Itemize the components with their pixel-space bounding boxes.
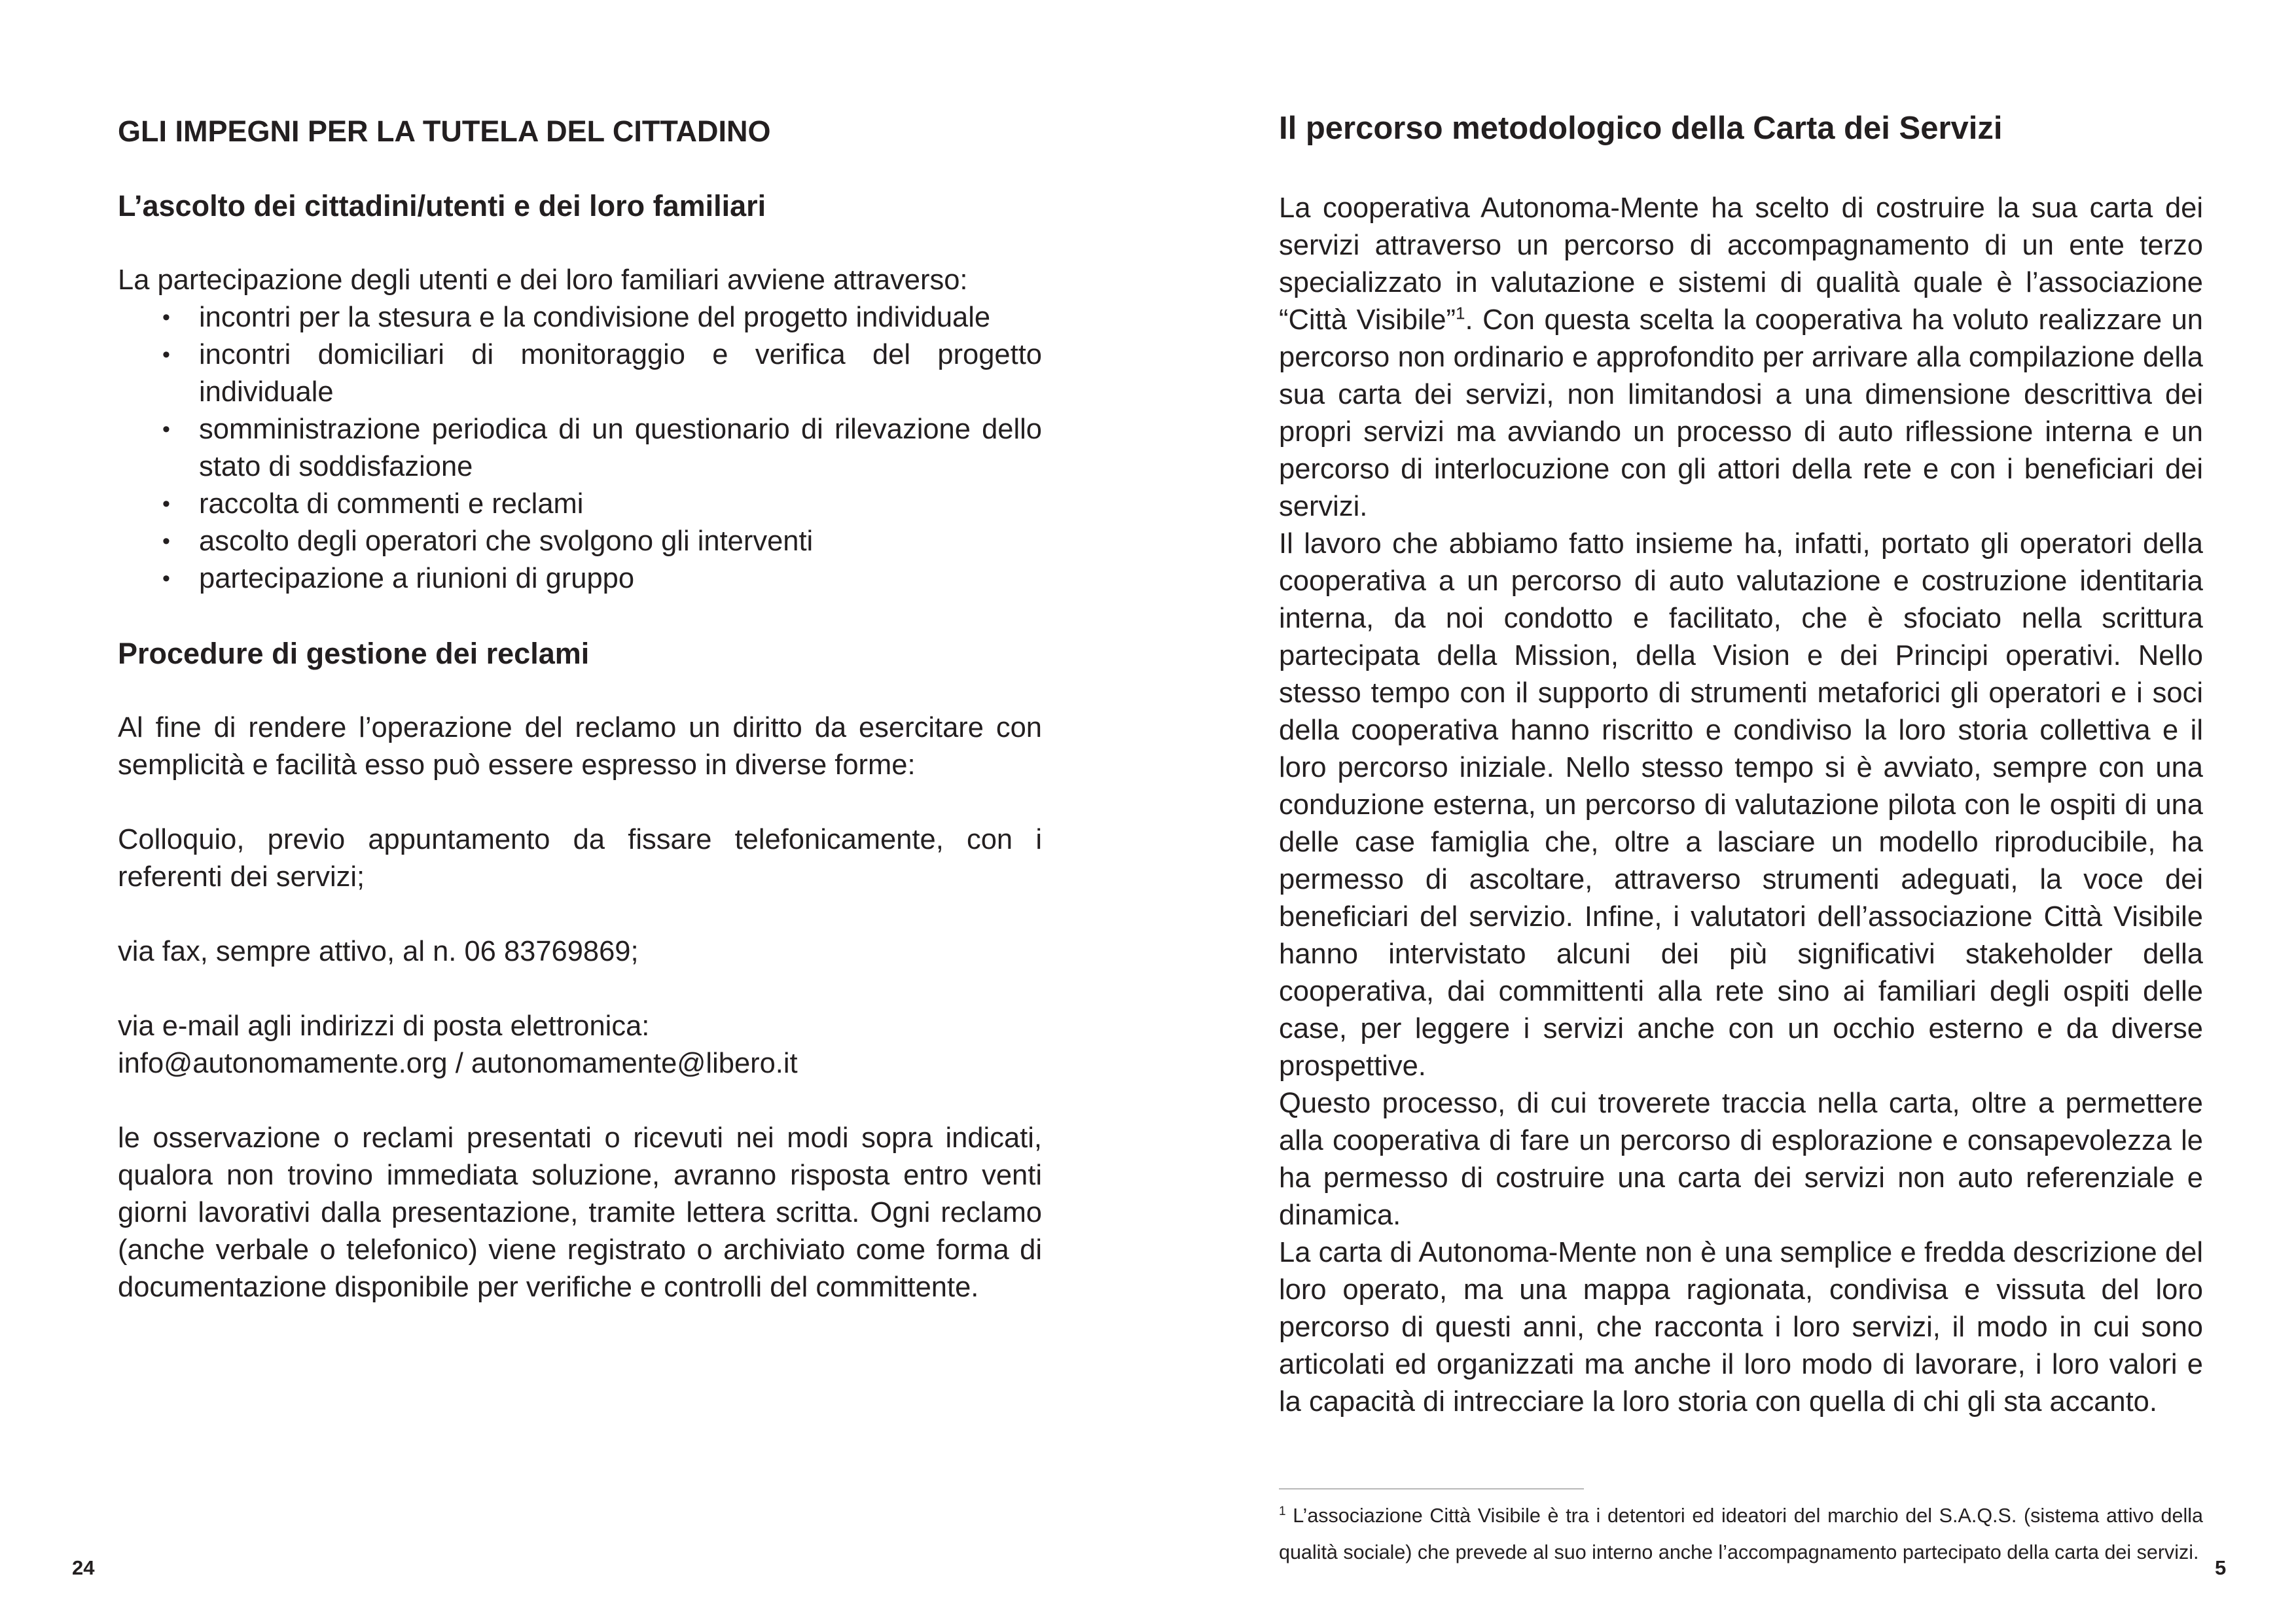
subheading-complaint-procedures: Procedure di gestione dei reclami: [118, 637, 590, 670]
participation-intro: La partecipazione degli utenti e dei loro familiari avviene attraverso:: [118, 264, 968, 296]
footnote-text: L’associazione Città Visibile è tra i detentori ed ideatori del marchio del S.A.Q.S. (sistema attivo della qualità sociale) che prevede al suo interno anche l’accompagnamento partecipato della carta dei servizi.: [1279, 1505, 2203, 1563]
list-item: • ascolto degli operatori che svolgono gli interventi: [199, 523, 1042, 560]
page-number-left: 24: [72, 1556, 95, 1579]
list-item: • partecipazione a riunioni di gruppo: [199, 560, 1042, 597]
complaint-intro-paragraph: Al fine di rendere l’operazione del reclamo un diritto da esercitare con semplicità e facilità esso può essere espresso in diverse forme:: [118, 712, 1042, 781]
complaint-response-paragraph: le osservazione o reclami presentati o ricevuti nei modi sopra indicati, qualora non trovino immediata soluzione, avranno risposta entro venti giorni lavorativi dalla presentazione, tramite lettera scritta. Ogni reclamo (anche verbale o telefonico) viene registrato o archiviato come forma di documentazione disponibile per verifiche e controlli del committente.: [118, 1122, 1042, 1303]
footnote-divider: [1279, 1488, 1584, 1489]
footnote: [1279, 1497, 2203, 1571]
page-number-right: 5: [2215, 1556, 2227, 1579]
list-item: • incontri per la stesura e la condivisione del progetto individuale: [199, 299, 1042, 336]
right-text-column: [1279, 109, 2203, 1421]
section-heading-citizen-protection: GLI IMPEGNI PER LA TUTELA DEL CITTADINO: [118, 115, 771, 148]
list-item: • raccolta di commenti e reclami: [199, 486, 1042, 523]
paragraph-text: . Con questa scelta la cooperativa ha voluto realizzare un percorso non ordinario e approfondito per arrivare alla compilazione della sua carta dei servizi, non limitandosi a una dimensione descrittiva dei propri servizi ma avviando un processo di auto riflessione interna e un percorso di interlocuzione con gli attori della rete e con i beneficiari dei servizi.: [1279, 304, 2203, 522]
methodology-paragraph-2: Il lavoro che abbiamo fatto insieme ha, infatti, portato gli operatori della cooperativa a un percorso di auto valutazione e costruzione identitaria interna, da noi condotto e facilitato, che è sfociato nella scrittura partecipata della Mission, della Vision e dei Principi operativi. Nello stesso tempo con il supporto di strumenti metaforici gli operatori e i soci della cooperativa hanno riscritto e condiviso la loro storia collettiva e il loro percorso iniziale. Nello stesso tempo si è avviato, sempre con una conduzione esterna, un percorso di valutazione pilota con le ospiti di una delle case famiglia che, oltre a lasciare un modello riproducibile, ha permesso di ascoltare, attraverso strumenti adeguati, la voce dei beneficiari del servizio. Infine, i valutatori dell’associazione Città Visibile hanno intervistato alcuni dei più significativi stakeholder della cooperativa, dai committenti alla rete sino ai familiari degli ospiti delle case, per leggere i servizi anche con un occhio esterno e da diverse prospettive.: [1279, 528, 2203, 1082]
left-text-column: [118, 113, 1042, 1306]
subheading-listening: L’ascolto dei cittadini/utenti e dei loro familiari: [118, 189, 766, 223]
footnote-reference: 1: [1456, 303, 1465, 323]
right-page: [1148, 0, 2296, 1623]
list-item: • incontri domiciliari di monitoraggio e verifica del progetto individuale: [199, 336, 1042, 411]
email-addresses: info@autonomamente.org / autonomamente@libero.it: [118, 1048, 798, 1079]
methodology-paragraph-3: Questo processo, di cui troverete traccia nella carta, oltre a permettere alla cooperativa di fare un percorso di esplorazione e consapevolezza le ha permesso di costruire una carta dei servizi non auto referenziale e dinamica.: [1279, 1088, 2203, 1231]
paragraph-text: La cooperativa Autonoma-Mente ha scelto di costruire la sua carta dei servizi attraverso un percorso di accompagnamento di un ente terzo specializzato in valutazione e sistemi di qualità quale è l’associazione “Città Visibile”: [1279, 192, 2203, 336]
methodology-paragraph-4: La carta di Autonoma-Mente non è una semplice e fredda descrizione del loro operato, ma una mappa ragionata, condivisa e vissuta del loro percorso di questi anni, che racconta i loro servizi, il modo in cui sono articolati ed organizzati ma anche il loro modo di lavorare, i loro valori e la capacità di intrecciare la loro storia con quella di chi gli sta accanto.: [1279, 1237, 2203, 1418]
footnote-marker: 1: [1279, 1504, 1286, 1518]
section-heading-methodology: Il percorso metodologico della Carta dei Servizi: [1279, 111, 2003, 146]
colloquio-paragraph: Colloquio, previo appuntamento da fissare telefonicamente, con i referenti dei servizi;: [118, 824, 1042, 893]
participation-list: [118, 299, 1042, 597]
methodology-paragraph-1: [1279, 190, 2203, 526]
fax-paragraph: via fax, sempre attivo, al n. 06 83769869;: [118, 936, 639, 967]
email-intro: via e-mail agli indirizzi di posta elettronica:: [118, 1010, 650, 1042]
list-item: • somministrazione periodica di un questionario di rilevazione dello stato di soddisfazione: [199, 411, 1042, 486]
